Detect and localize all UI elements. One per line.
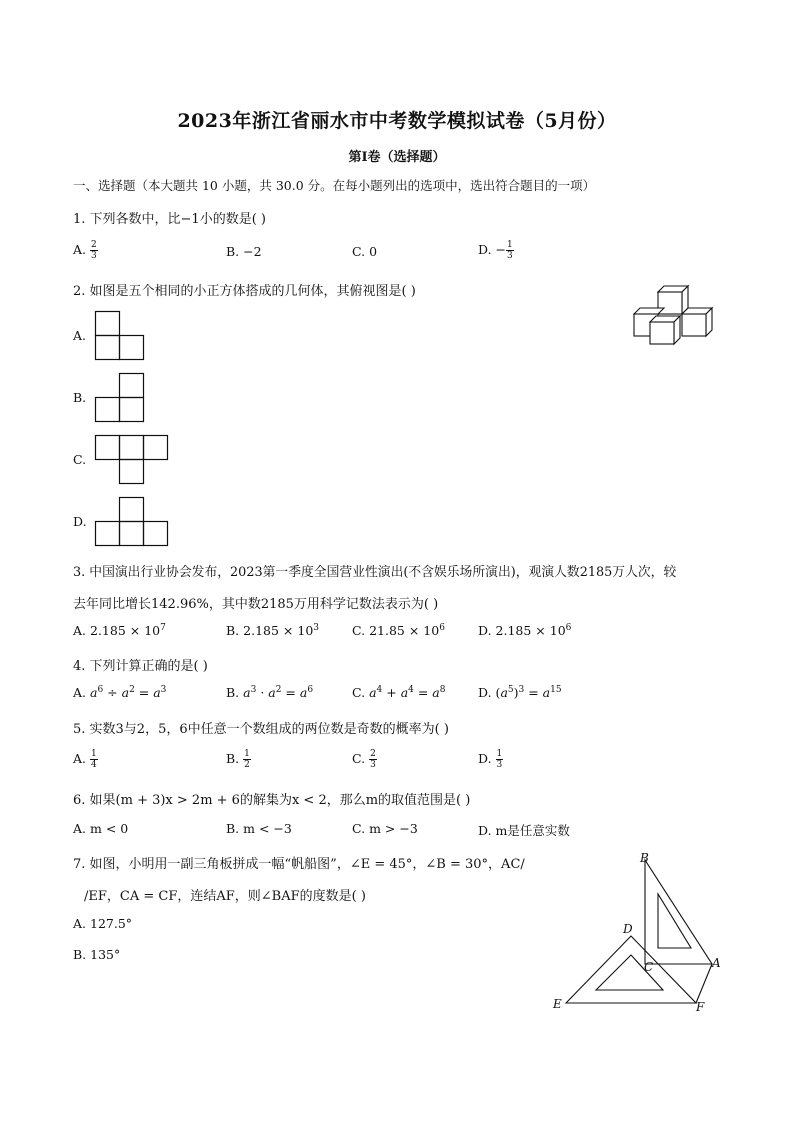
option-label: B. <box>226 623 240 639</box>
question-3-stem-line2: 去年同比增长142.96%，其中数2185万用科学记数法表示为( ) <box>73 597 439 612</box>
denominator: 3 <box>496 760 503 770</box>
operator: · <box>256 685 269 701</box>
var: a <box>500 685 508 701</box>
q4-option-a[interactable] <box>73 685 166 700</box>
q3-option-d[interactable] <box>478 623 571 638</box>
paren: ) <box>513 685 519 701</box>
denominator: 2 <box>244 760 250 770</box>
exponent: 7 <box>160 623 166 633</box>
q1-option-d[interactable] <box>478 240 514 261</box>
option-label: A. <box>73 821 87 836</box>
sailboat-figure <box>548 848 738 1018</box>
equals: = <box>524 685 543 701</box>
numerator: 1 <box>244 749 250 759</box>
q2-option-d-label[interactable]: D. <box>73 514 87 529</box>
option-label: A. <box>73 916 87 931</box>
exponent: 6 <box>565 623 572 633</box>
exponent: 3 <box>518 685 525 695</box>
exponent: 15 <box>550 685 562 695</box>
equals: = <box>281 685 300 701</box>
fraction <box>506 240 514 261</box>
var: a <box>90 685 98 701</box>
option-label: B. <box>226 751 240 766</box>
option-label: D. <box>478 623 492 639</box>
q5-option-d[interactable] <box>478 749 503 770</box>
exponent: 3 <box>313 623 320 633</box>
option-text: 21.85 × 10 <box>369 623 440 639</box>
q2-option-c-figure[interactable] <box>95 435 171 485</box>
var: a <box>542 685 551 701</box>
question-6-stem: 6. 如果(m + 3)x > 2m + 6的解集为x < 2，那么m的取值范围是( ) <box>73 793 471 808</box>
option-text: −2 <box>243 244 262 259</box>
option-label: A. <box>73 623 87 639</box>
numerator: 2 <box>91 240 97 250</box>
q5-option-b[interactable] <box>226 749 251 770</box>
option-text: m < 0 <box>90 821 129 836</box>
q2-option-a-label[interactable]: A. <box>73 328 87 343</box>
q6-option-b[interactable] <box>226 821 292 836</box>
fraction <box>243 749 251 770</box>
denominator: 3 <box>91 251 97 261</box>
paper-subtitle: 第I卷（选择题） <box>348 150 446 165</box>
fraction <box>369 749 377 770</box>
point-label-a: A <box>712 956 721 970</box>
option-text: m是任意实数 <box>495 823 570 838</box>
point-label-b: B <box>640 851 649 865</box>
equals: = <box>413 685 433 701</box>
denominator: 4 <box>91 760 97 770</box>
option-label: A. <box>73 751 87 766</box>
question-4-stem: 4. 下列计算正确的是( ) <box>73 659 208 674</box>
q7-option-a[interactable] <box>73 916 132 931</box>
var: a <box>121 685 130 701</box>
var: a <box>153 685 161 701</box>
option-label: D. <box>478 751 492 766</box>
option-label: B. <box>73 947 87 962</box>
option-label: C. <box>352 751 366 766</box>
denominator: 3 <box>370 760 376 770</box>
option-text: 127.5° <box>90 916 133 931</box>
q3-option-b[interactable] <box>226 623 319 638</box>
point-label-d: D <box>623 922 633 936</box>
operator: + <box>382 685 401 701</box>
point-label-e: E <box>553 997 562 1011</box>
q4-option-c[interactable] <box>352 685 445 700</box>
section-heading: 一、选择题（本大题共 10 小题，共 30.0 分。在每小题列出的选项中，选出符合题目的一项） <box>73 178 596 193</box>
var: a <box>268 685 276 701</box>
fraction <box>90 749 98 770</box>
option-label: D. <box>478 823 492 838</box>
option-text: 2.185 × 10 <box>495 623 566 639</box>
question-7-stem-line1: 7. 如图，小明用一副三角板拼成一幅“帆船图”，∠E = 45°，∠B = 30°，AC/ <box>73 857 525 872</box>
denominator: 3 <box>507 251 513 261</box>
option-label: C. <box>352 244 366 259</box>
operator: ÷ <box>103 685 122 701</box>
option-text: m > −3 <box>369 821 418 836</box>
point-label-c: C <box>644 960 654 974</box>
exponent: 6 <box>97 685 104 695</box>
option-label: D. <box>478 685 492 701</box>
option-label: C. <box>352 623 366 639</box>
option-text: 2.185 × 10 <box>90 623 161 639</box>
exponent: 6 <box>307 685 314 695</box>
exponent: 8 <box>439 685 446 695</box>
var: a <box>400 685 409 701</box>
cubes-figure <box>630 284 722 350</box>
option-label: B. <box>226 244 240 259</box>
exponent: 3 <box>160 685 167 695</box>
question-7-stem-line2: /EF，CA = CF，连结AF，则∠BAF的度数是( ) <box>84 889 366 904</box>
exponent: 2 <box>275 685 282 695</box>
q2-option-b-label[interactable]: B. <box>73 390 87 405</box>
equals: = <box>134 685 154 701</box>
option-label: D. <box>478 242 492 257</box>
question-5-stem: 5. 实数3与2，5，6中任意一个数组成的两位数是奇数的概率为( ) <box>73 722 449 737</box>
fraction <box>496 749 504 770</box>
q6-option-c[interactable] <box>352 821 418 836</box>
q2-option-c-label[interactable]: C. <box>73 452 87 467</box>
exponent: 4 <box>408 685 414 695</box>
question-3-stem-line1: 3. 中国演出行业协会发布，2023第一季度全国营业性演出(不含娱乐场所演出)，观演人数2185万人次，较 <box>73 565 677 580</box>
q5-option-c[interactable] <box>352 749 377 770</box>
option-label: A. <box>73 242 87 257</box>
fraction <box>90 240 98 261</box>
option-text: m < −3 <box>243 821 292 836</box>
q1-option-b[interactable] <box>226 244 262 259</box>
question-1-stem: 1. 下列各数中，比−1小的数是( ) <box>73 212 266 227</box>
exponent: 5 <box>507 685 514 695</box>
q1-option-a[interactable] <box>73 240 98 261</box>
var: a <box>299 685 308 701</box>
q6-option-d[interactable] <box>478 821 570 839</box>
q4-option-d[interactable] <box>478 685 562 700</box>
option-text: 135° <box>90 947 121 962</box>
q2-option-d-figure[interactable] <box>95 497 171 549</box>
option-label: B. <box>226 685 240 701</box>
exponent: 2 <box>129 685 135 695</box>
q3-option-c[interactable] <box>352 623 445 638</box>
var: a <box>243 685 251 701</box>
q7-option-b[interactable] <box>73 947 120 962</box>
point-label-f: F <box>696 1000 705 1014</box>
option-label: C. <box>352 821 366 836</box>
q1-option-c[interactable] <box>352 244 377 259</box>
exponent: 3 <box>250 685 257 695</box>
paren: ( <box>495 685 501 701</box>
q2-option-b-figure[interactable] <box>95 373 145 423</box>
option-label: A. <box>73 685 87 701</box>
exponent: 6 <box>439 623 445 633</box>
option-text: 2.185 × 10 <box>243 623 314 639</box>
q2-option-a-figure[interactable] <box>95 311 145 361</box>
option-label: C. <box>352 685 366 701</box>
q3-option-a[interactable] <box>73 623 166 638</box>
numerator: 1 <box>496 749 503 759</box>
paper-title: 2023年浙江省丽水市中考数学模拟试卷（5月份） <box>177 110 617 132</box>
numerator: 1 <box>91 749 97 759</box>
option-text: 0 <box>369 244 378 259</box>
numerator: 1 <box>507 240 513 250</box>
q4-option-b[interactable] <box>226 685 313 700</box>
minus-sign: − <box>495 242 507 257</box>
option-label: B. <box>226 821 240 836</box>
q5-option-a[interactable] <box>73 749 98 770</box>
numerator: 2 <box>370 749 376 759</box>
question-2-stem: 2. 如图是五个相同的小正方体搭成的几何体，其俯视图是( ) <box>73 284 416 299</box>
var: a <box>432 685 440 701</box>
var: a <box>369 685 377 701</box>
q6-option-a[interactable] <box>73 821 128 836</box>
exponent: 4 <box>376 685 383 695</box>
